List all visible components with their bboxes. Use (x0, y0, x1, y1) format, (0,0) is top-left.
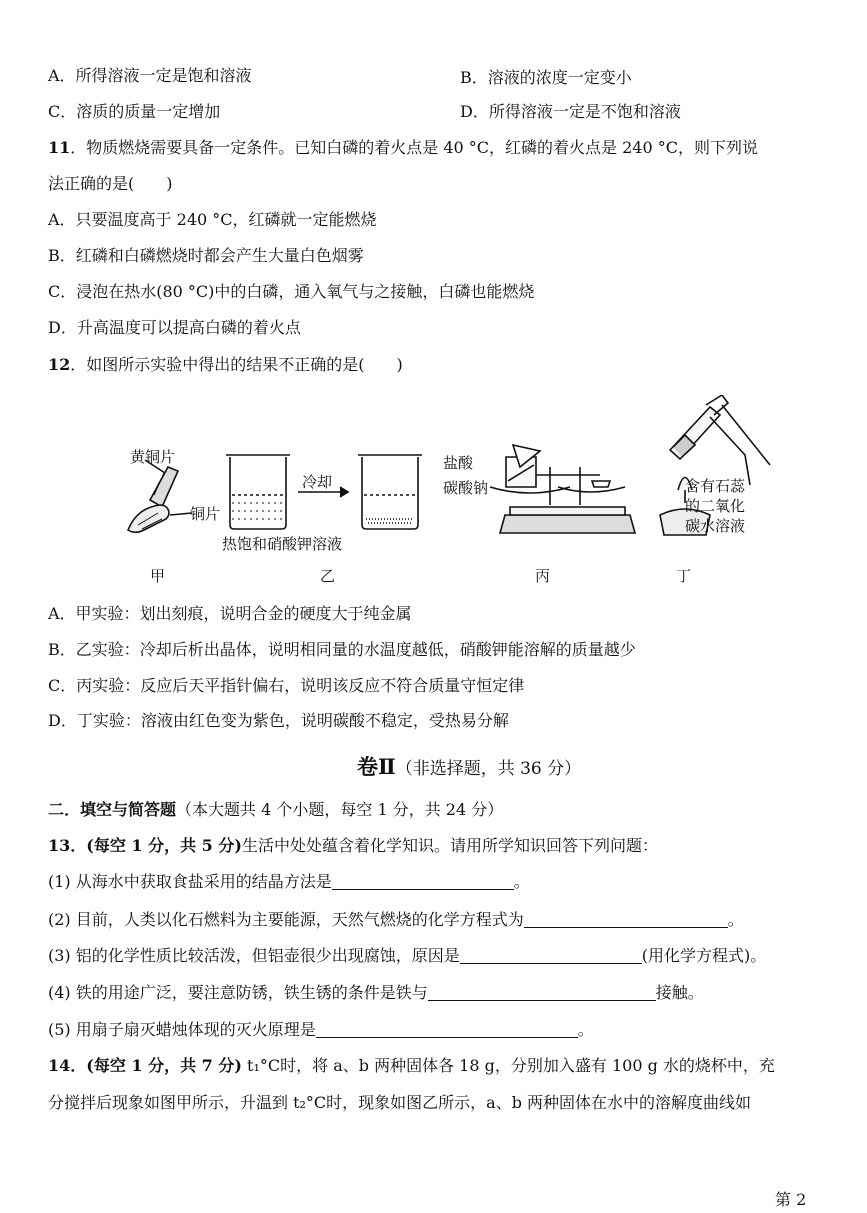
section2-heading: 二．填空与简答题（本大题共 4 个小题，每空 1 分，共 24 分） (48, 800, 504, 819)
label-kno3-solution: 热饱和硝酸钾溶液 (222, 535, 343, 553)
q12-figure (110, 395, 810, 595)
q11-option-a: A．只要温度高于 240 °C，红磷就一定能燃烧 (48, 210, 377, 229)
q13-part4: (4) 铁的用途广泛，要注意防锈，铁生锈的条件是铁与 接触。 (48, 983, 704, 1002)
q10-option-c: C．溶质的质量一定增加 (48, 102, 221, 121)
answer-blank-4[interactable] (428, 984, 656, 1001)
answer-blank-1[interactable] (332, 873, 514, 890)
answer-blank-3[interactable] (460, 947, 642, 964)
caption-yi: 乙 (320, 567, 336, 585)
q12-option-b: B．乙实验：冷却后析出晶体，说明相同量的水温度越低，硝酸钾能溶解的质量越少 (48, 640, 636, 659)
caption-bing: 丙 (535, 567, 551, 585)
q12-stem: 12．如图所示实验中得出的结果不正确的是( ) (48, 355, 403, 374)
q10-option-b: B．溶液的浓度一定变小 (460, 68, 632, 87)
q11-stem: 11．物质燃烧需要具备一定条件。已知白磷的着火点是 40 °C，红磷的着火点是 240 °C，则下列说 (48, 138, 758, 157)
q13-part3: (3) 铝的化学性质比较活泼，但铝壶很少出现腐蚀，原因是 (用化学方程式)。 (48, 946, 767, 965)
caption-jia: 甲 (150, 567, 166, 585)
q13-part5: (5) 用扇子扇灭蜡烛体现的灭火原理是 。 (48, 1020, 594, 1039)
q11-number: 11 (48, 138, 71, 157)
q13-stem: 13．(每空 1 分，共 5 分)生活中处处蕴含着化学知识。请用所学知识回答下列问题： (48, 836, 658, 855)
label-copper-sheet: 铜片 (190, 505, 221, 523)
bing-apparatus (490, 445, 635, 533)
q12-option-a: A．甲实验：划出刻痕，说明合金的硬度大于纯金属 (48, 604, 412, 623)
q13-part2: (2) 目前，人类以化石燃料为主要能源，天然气燃烧的化学方程式为 。 (48, 910, 744, 929)
q13-part1: (1) 从海水中获取食盐采用的结晶方法是 。 (48, 872, 530, 891)
answer-blank-5[interactable] (316, 1021, 578, 1038)
yi-apparatus (226, 455, 422, 529)
q14-stem: 14．(每空 1 分，共 7 分) t₁°C时，将 a、b 两种固体各 18 g，分别加入盛有 100 g 水的烧杯中，充 (48, 1056, 775, 1075)
q12-option-c: C．丙实验：反应后天平指针偏右，说明该反应不符合质量守恒定律 (48, 676, 525, 695)
label-brass-sheet: 黄铜片 (130, 448, 176, 466)
q10-option-a: A．所得溶液一定是饱和溶液 (48, 66, 252, 85)
q11-stem-line2: 法正确的是( ) (48, 174, 173, 193)
q12-number: 12 (48, 355, 71, 374)
label-hydrochloric-acid: 盐酸 (443, 454, 474, 472)
q14-stem-line2: 分搅拌后现象如图甲所示，升温到 t₂°C时，现象如图乙所示，a、b 两种固体在水中的溶解度曲线如 (48, 1093, 752, 1112)
q11-option-b: B．红磷和白磷燃烧时都会产生大量白色烟雾 (48, 246, 364, 265)
q11-option-c: C．浸泡在热水(80 °C)中的白磷，通入氧气与之接触，白磷也能燃烧 (48, 282, 535, 301)
label-litmus-3: 碳水溶液 (685, 517, 746, 535)
page-number: 第 2 (775, 1190, 807, 1209)
label-cool-arrow: 冷却 (302, 473, 333, 491)
q12-option-d: D．丁实验：溶液由红色变为紫色，说明碳酸不稳定，受热易分解 (48, 711, 509, 730)
caption-ding: 丁 (676, 567, 692, 585)
q10-option-d: D．所得溶液一定是不饱和溶液 (460, 102, 681, 121)
answer-blank-2[interactable] (524, 911, 728, 928)
jia-apparatus (128, 460, 192, 532)
q11-option-d: D．升高温度可以提高白磷的着火点 (48, 318, 301, 337)
label-litmus-2: 的二氧化 (685, 497, 746, 515)
label-sodium-carbonate: 碳酸钠 (443, 479, 489, 497)
label-litmus-1: 含有石蕊 (685, 477, 746, 495)
part2-title: 卷Ⅱ（非选择题，共 36 分） (357, 754, 582, 779)
